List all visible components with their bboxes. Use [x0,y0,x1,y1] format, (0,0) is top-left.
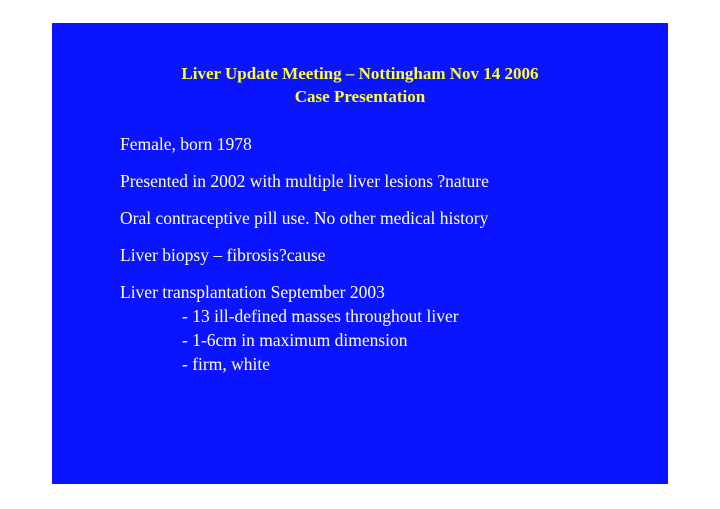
bullet-item: Female, born 1978 [120,134,252,154]
sub-bullet-item: - firm, white [182,354,270,374]
title-line-2: Case Presentation [294,87,426,106]
slide-title [52,62,668,108]
title-line-1: Liver Update Meeting – Nottingham Nov 14 2006 [181,64,539,83]
slide [52,23,668,484]
bullet-item: Liver transplantation September 2003 [120,282,385,302]
sub-bullet-item: - 13 ill-defined masses throughout liver [182,306,459,326]
sub-bullet-item: - 1-6cm in maximum dimension [182,330,408,350]
bullet-list [120,132,660,376]
bullet-item: Liver biopsy – fibrosis?cause [120,245,326,265]
bullet-item: Presented in 2002 with multiple liver lesions ?nature [120,171,489,191]
bullet-item: Oral contraceptive pill use. No other medical history [120,208,489,228]
